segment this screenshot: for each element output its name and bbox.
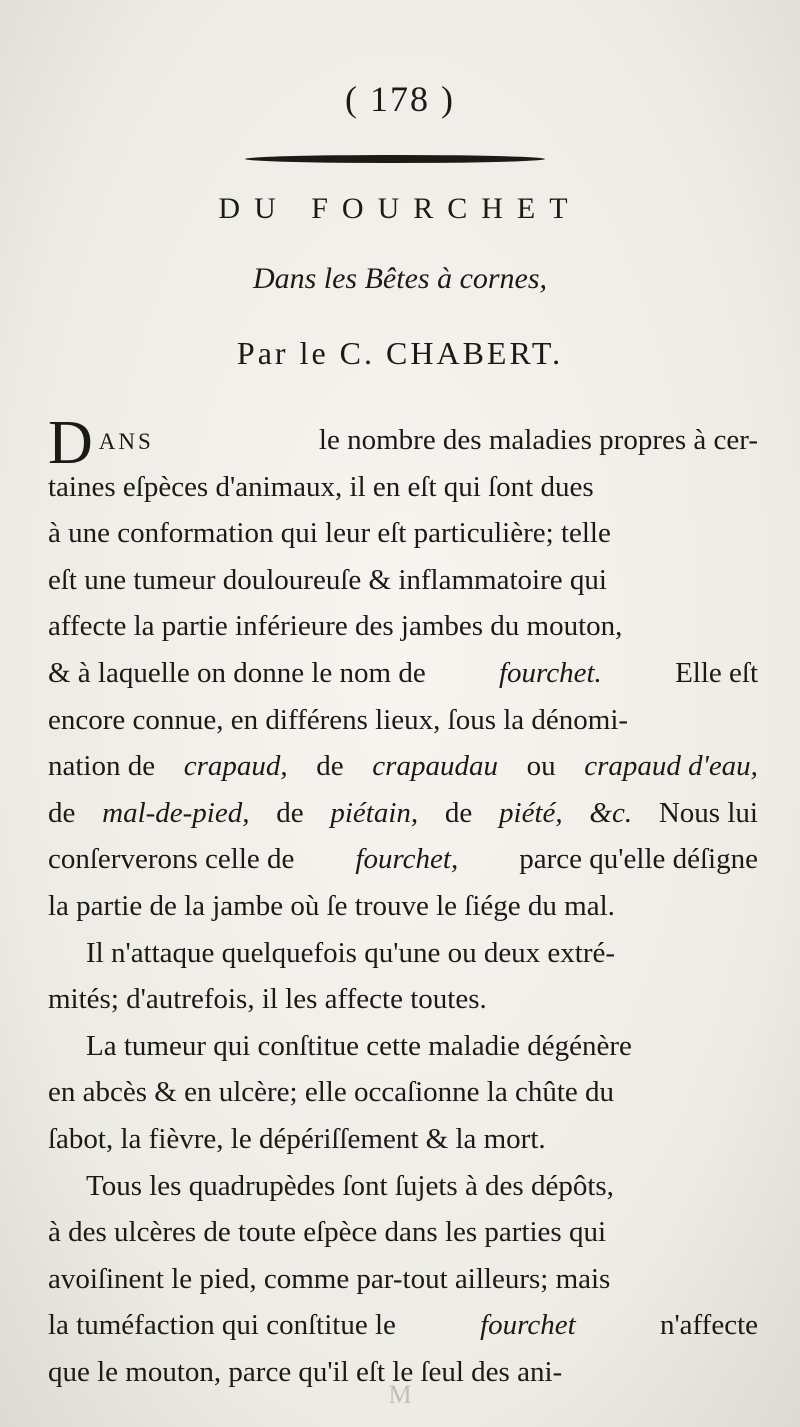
text-line: Tous les quadrupèdes ſont ſujets à des dépôts, [86,1169,614,1202]
italic-term: fourchet, [355,843,459,876]
text-line [48,1302,758,1349]
text-segment: & à laquelle on donne le nom de [48,656,426,689]
text-line: à des ulcères de toute eſpèce dans les parties qui [48,1216,607,1249]
body-text [48,408,758,1395]
small-caps-word: ANS [98,429,154,454]
text-line: Il n'attaque quelquefois qu'une ou deux extré- [86,936,616,969]
italic-term: crapaudau [372,750,498,783]
text-line: avoiſinent le pied, comme par-tout ailleurs; mais [48,1262,611,1295]
ornamental-rule [245,155,545,163]
text-segment: le nombre des maladies propres à cer- [318,424,758,456]
text-segment: n'affecte [659,1309,758,1342]
text-line [48,836,758,883]
text-line [48,408,758,477]
drop-cap: D [48,408,93,477]
text-line: encore connue, en différens lieux, ſous la dénomi- [48,703,629,736]
text-line: que le mouton, parce qu'il eſt le ſeul des ani- [48,1355,563,1388]
text-line: à une conformation qui leur eſt particulière; telle [48,517,611,550]
text-line: ſabot, la fièvre, le dépériſſement & la mort. [48,1122,546,1155]
text-line: affecte la partie inférieure des jambes du mouton, [48,610,623,643]
italic-term: &c. [589,796,633,829]
text-segment: de [48,796,76,829]
italic-term: piétain, [330,796,419,829]
italic-term: crapaud d'eau, [584,750,758,783]
text-segment: Elle eſt [675,656,758,689]
italic-term: crapaud, [183,750,288,783]
text-line: taines eſpèces d'animaux, il en eſt qui ſont dues [48,470,594,503]
chapter-subtitle: Dans les Bêtes à cornes, [252,262,548,295]
text-line: en abcès & en ulcère; elle occaſionne la chûte du [48,1076,615,1109]
text-line [48,650,758,697]
text-segment: de [316,750,344,783]
italic-term: mal-de-pied, [102,796,250,829]
chapter-title: DU FOURCHET [218,192,582,225]
text-segment: nation de [48,750,156,783]
text-line: La tumeur qui conſtitue cette maladie dégénère [86,1029,632,1062]
italic-term: fourchet [480,1309,576,1342]
text-segment: Nous lui [658,796,758,829]
italic-term: piété, [499,796,563,829]
signature-mark: M [388,1380,412,1409]
text-segment: parce qu'elle déſigne [519,843,758,876]
text-line [48,790,758,837]
text-segment: la tuméfaction qui conſtitue le [48,1309,396,1342]
text-segment: ou [526,750,556,783]
italic-term: fourchet. [498,656,602,689]
text-line: mités; d'autrefois, il les affecte toutes. [48,983,487,1016]
text-segment: de [276,796,304,829]
text-line: la partie de la jambe où ſe trouve le ſiége du mal. [48,889,615,922]
text-segment: conſerverons celle de [48,843,295,876]
author-byline: Par le C. CHABERT. [236,335,564,371]
text-line: eſt une tumeur douloureuſe & inflammatoire qui [48,563,607,596]
text-line [48,743,758,790]
text-segment: de [444,796,473,829]
page-number: ( 178 ) [345,79,455,119]
